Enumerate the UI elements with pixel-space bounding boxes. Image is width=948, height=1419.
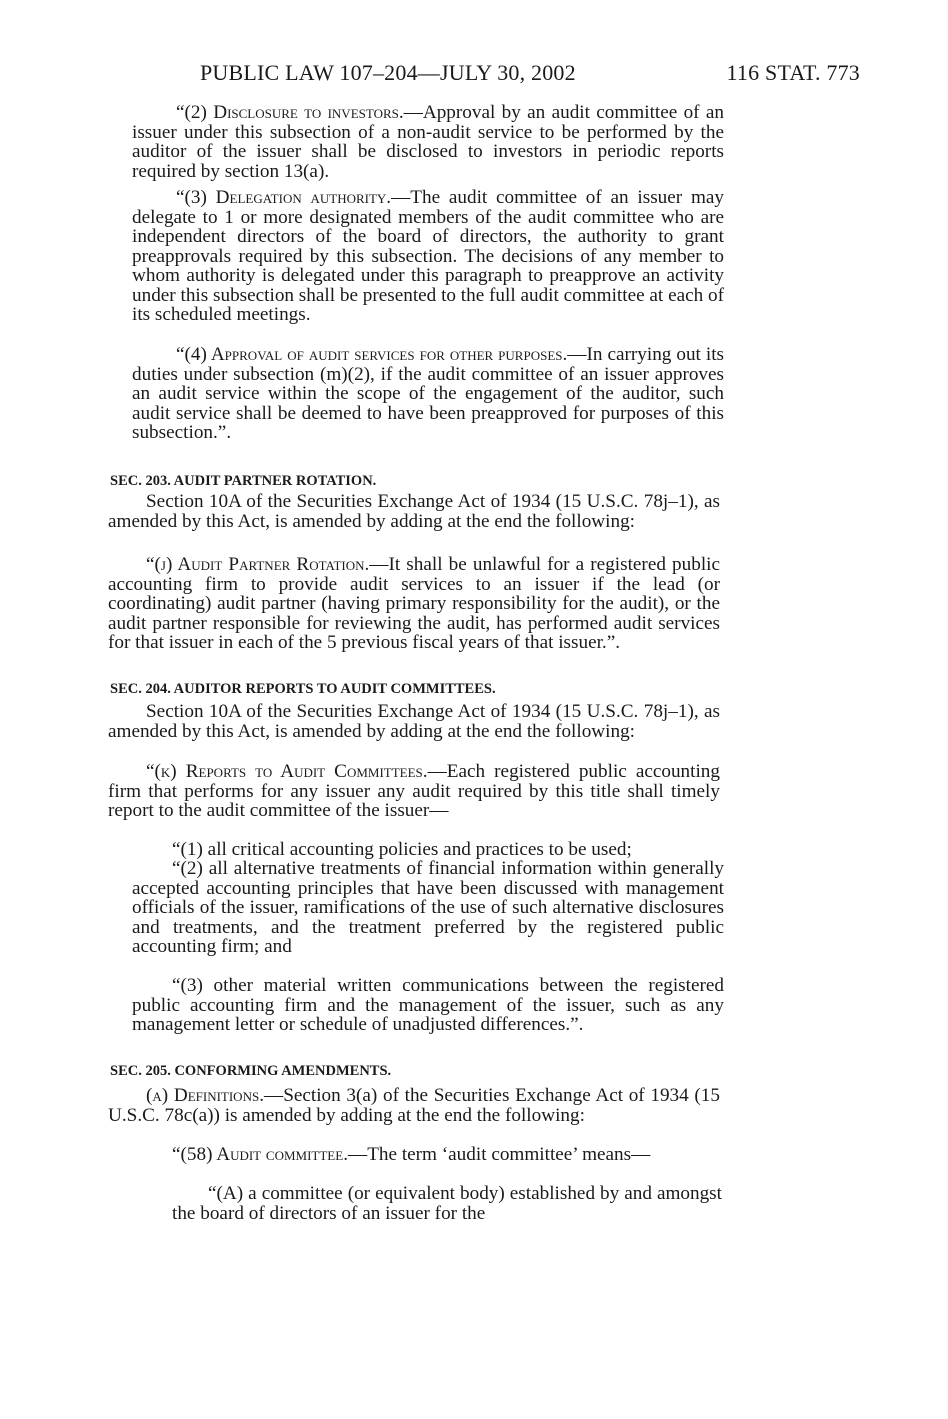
para-4-approval [132, 345, 724, 443]
def-58-A [172, 1184, 722, 1223]
para-2-disclosure [132, 103, 724, 181]
para-k-1-text: “(1) all critical accounting policies and practices to be used; [172, 839, 632, 860]
sec-203-body [108, 492, 720, 531]
para-k-1 [132, 840, 724, 860]
def-58 [132, 1145, 724, 1165]
sec-204-text: Section 10A of the Securities Exchange Act of 1934 (15 U.S.C. 78j–1), as amended by this Act, is amended by adding at the end the following: [108, 701, 720, 742]
para-k-2 [132, 859, 724, 957]
para-j-rotation [108, 555, 720, 653]
para-3-body: —The audit committee of an issuer may delegate to 1 or more designated members of the audit committee who are independent directors of the board of directors, the authority to grant preapprovals required by this subsection. The decisions of any member to whom authority is delegated under this paragraph to preapprove an activity under this subsection shall be presented to the full audit committee at each of its scheduled meetings. [132, 187, 724, 325]
para-3-heading: “(3) Delegation authority. [176, 187, 392, 208]
running-header [200, 60, 860, 86]
def-58-A-text: “(A) a committee (or equivalent body) established by and amongst the board of directors of an issuer for the [172, 1183, 722, 1224]
para-k-reports [108, 762, 720, 821]
para-k-body: —Each registered public accounting firm that performs for any issuer any audit required by this title shall timely report to the audit committee of the issuer— [108, 761, 720, 821]
para-j-heading: “(j) Audit Partner Rotation. [146, 554, 370, 575]
para-2-heading: “(2) Disclosure to investors. [176, 102, 404, 123]
header-left: PUBLIC LAW 107–204—JULY 30, 2002 [200, 60, 576, 85]
para-j-body: —It shall be unlawful for a registered public accounting firm to provide audit services to an issuer if the lead (or coordinating) audit partner (having primary responsibility for the audit), or the audit partner responsible for reviewing the audit, has performed audit services for that issuer in each of the 5 previous fiscal years of that issuer.”. [108, 554, 720, 653]
para-k-2-text: “(2) all alternative treatments of financial information within generally accepted accounting principles that have been discussed with management officials of the issuer, ramifications of the use of such alternative disclosures and treatments, and the treatment preferred by the registered public accounting firm; and [132, 858, 724, 957]
sec-203-heading: SEC. 203. AUDIT PARTNER ROTATION. [110, 473, 377, 489]
para-k-3 [132, 976, 724, 1035]
sec-205-heading: SEC. 205. CONFORMING AMENDMENTS. [110, 1063, 392, 1079]
sec-203-text: Section 10A of the Securities Exchange Act of 1934 (15 U.S.C. 78j–1), as amended by this Act, is amended by adding at the end the following: [108, 491, 720, 532]
para-a-body: —Section 3(a) of the Securities Exchange Act of 1934 (15 U.S.C. 78c(a)) is amended by adding at the end the following: [108, 1085, 720, 1126]
sec-204-body [108, 702, 720, 741]
para-3-delegation [132, 188, 724, 325]
sec-205-a [108, 1086, 720, 1125]
para-4-heading: “(4) Approval of audit services for other purposes. [176, 344, 568, 365]
para-4-body: —In carrying out its duties under subsection (m)(2), if the audit committee of an issuer approves an audit service within the scope of the engagement of the auditor, such audit service shall be deemed to have been preapproved for purposes of this subsection.”. [132, 344, 724, 443]
para-k-3-text: “(3) other material written communications between the registered public accounting firm and the management of the issuer, such as any management letter or schedule of unadjusted differences.”. [132, 975, 724, 1035]
def-58-heading: “(58) Audit committee. [172, 1144, 348, 1165]
def-58-body: —The term ‘audit committee’ means— [348, 1144, 651, 1165]
para-k-heading: “(k) Reports to Audit Committees. [146, 761, 428, 782]
para-2-body: —Approval by an audit committee of an issuer under this subsection of a non-audit service to be performed by the auditor of the issuer shall be disclosed to investors in periodic reports required by section 13(a). [132, 102, 724, 182]
para-a-heading: (a) Definitions. [146, 1085, 264, 1106]
sec-204-heading: SEC. 204. AUDITOR REPORTS TO AUDIT COMMITTEES. [110, 681, 496, 697]
header-right: 116 STAT. 773 [726, 60, 860, 85]
